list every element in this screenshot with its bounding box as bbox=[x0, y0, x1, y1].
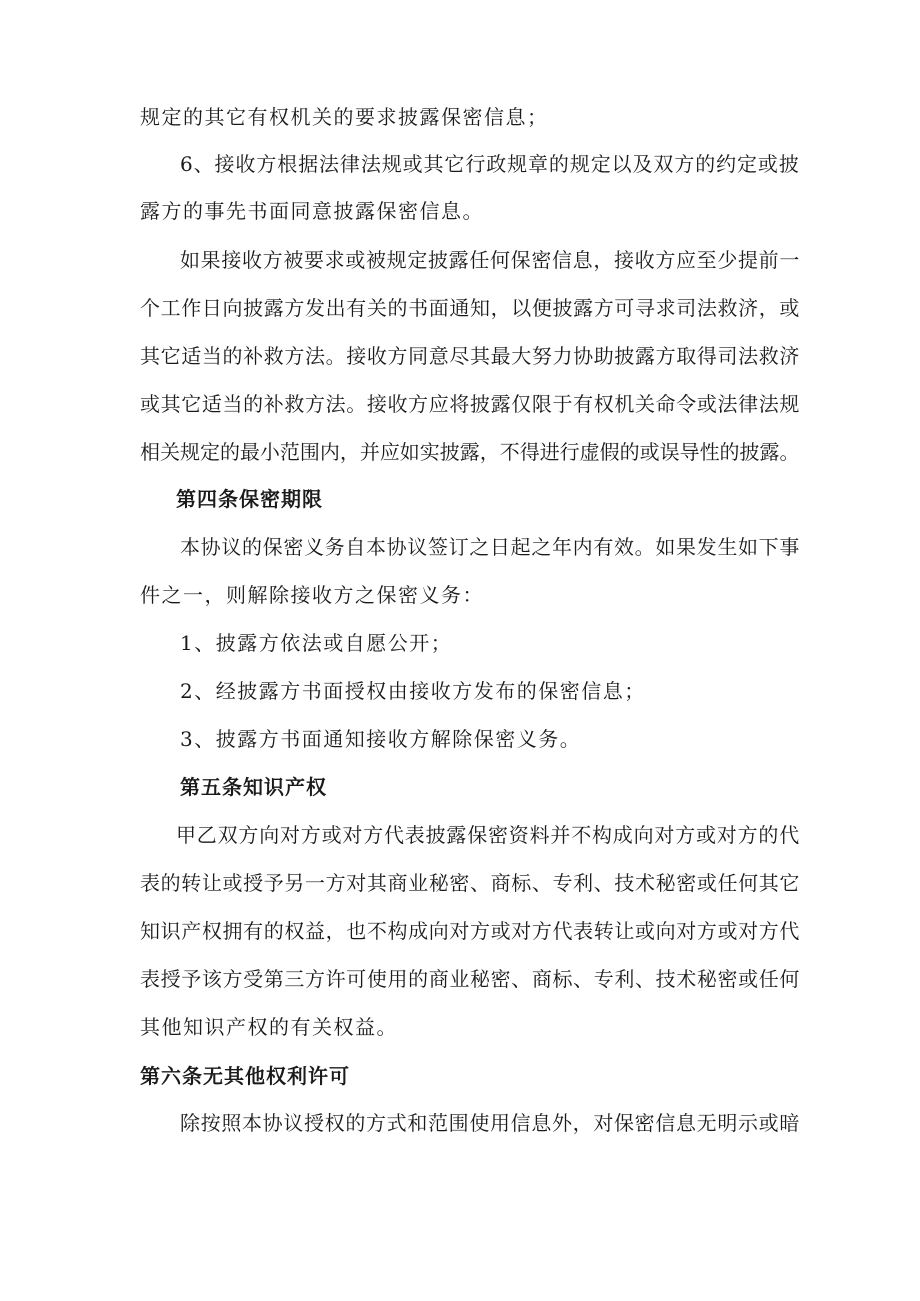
text-line: 其他知识产权的有关权益。 bbox=[140, 1015, 398, 1039]
text-line: 知识产权拥有的权益，也不构成向对方或对方代表转让或向对方或对方代 bbox=[140, 919, 800, 943]
section-heading-4: 第四条保密期限 bbox=[176, 487, 323, 511]
text-line: 个工作日向披露方发出有关的书面通知，以便披露方可寻求司法救济，或 bbox=[140, 296, 800, 320]
paragraph-start: 除按照本协议授权的方式和范围使用信息外，对保密信息无明示或暗 bbox=[180, 1111, 800, 1135]
text-line: 规定的其它有权机关的要求披露保密信息； bbox=[140, 105, 549, 129]
paragraph-start: 甲乙双方向对方或对方代表披露保密资料并不构成向对方或对方的代 bbox=[176, 823, 800, 847]
text-line: 件之一，则解除接收方之保密义务： bbox=[140, 583, 484, 607]
text-line: 表的转让或授予另一方对其商业秘密、商标、专利、技术秘密或任何其它 bbox=[140, 871, 800, 895]
list-item: 3、披露方书面通知接收方解除保密义务。 bbox=[180, 727, 582, 751]
text-line: 表授予该方受第三方许可使用的商业秘密、商标、专利、技术秘密或任何 bbox=[140, 967, 800, 991]
text-line: 或其它适当的补救方法。接收方应将披露仅限于有权机关命令或法律法规 bbox=[140, 392, 800, 416]
section-heading-5: 第五条知识产权 bbox=[180, 775, 327, 799]
paragraph-start: 如果接收方被要求或被规定披露任何保密信息，接收方应至少提前一 bbox=[180, 248, 800, 272]
list-item: 1、披露方依法或自愿公开； bbox=[180, 631, 453, 655]
text-line: 其它适当的补救方法。接收方同意尽其最大努力协助披露方取得司法救济 bbox=[140, 344, 800, 368]
list-item: 2、经披露方书面授权由接收方发布的保密信息； bbox=[180, 679, 646, 703]
text-line: 露方的事先书面同意披露保密信息。 bbox=[140, 199, 484, 223]
paragraph-start: 本协议的保密义务自本协议签订之日起之年内有效。如果发生如下事 bbox=[180, 535, 800, 559]
section-heading-6: 第六条无其他权利许可 bbox=[140, 1064, 350, 1088]
list-item: 6、接收方根据法律法规或其它行政规章的规定以及双方的约定或披 bbox=[180, 152, 800, 176]
text-line: 相关规定的最小范围内，并应如实披露，不得进行虚假的或误导性的披露。 bbox=[140, 440, 800, 464]
